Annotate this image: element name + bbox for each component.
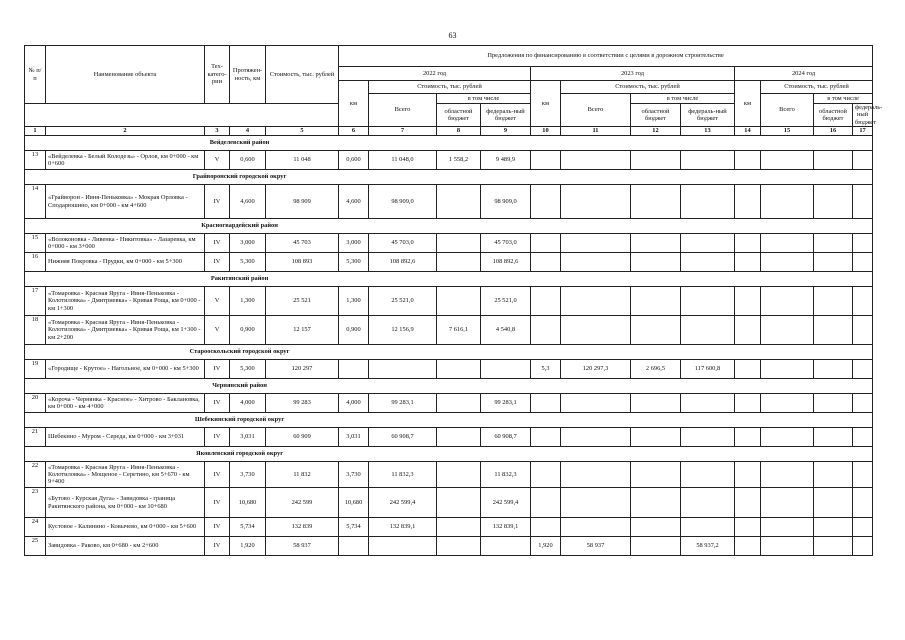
header-federal-2024: федераль-ный бюджет [853,104,873,127]
road-cost: 25 521 [266,287,339,316]
federal-2024 [853,151,873,170]
regional-2023 [631,428,681,447]
road-length: 5,300 [230,253,266,272]
federal-2024 [853,316,873,345]
regional-2024 [814,287,853,316]
federal-2023 [681,151,735,170]
road-cost: 11 048 [266,151,339,170]
road-category: IV [205,462,230,488]
district-row [25,136,873,151]
column-index-cell: 16 [814,127,853,136]
road-name: «Томаровка - Красная Яруга - Ивня-Пеньковка - Колотиловка» - Мощеное - Серетино, км 5+670 - км 9+400 [46,462,205,488]
header-regional-2022: областной бюджет [437,104,481,127]
road-name: «Томаровка - Красная Яруга - Ивня-Пеньковка - Колотиловка» - Дмитриевка» - Кривая Роща, км 0+000 - км 1+300 [46,287,205,316]
km-2024 [735,360,761,379]
km-2022: 0,900 [339,316,369,345]
table-row [25,234,873,253]
federal-2024 [853,253,873,272]
column-index-cell: 13 [681,127,735,136]
road-length: 3,031 [230,428,266,447]
regional-2022 [437,394,481,413]
row-number: 18 [25,316,46,345]
road-cost: 60 909 [266,428,339,447]
km-2022: 3,730 [339,462,369,488]
regional-2022 [437,488,481,518]
district-name: Шебекинский городской округ [25,413,873,428]
federal-2024 [853,287,873,316]
road-name: «Волоконовка - Ливенка - Никитовка» - Лазаревка, км 0+000 - км 3+000 [46,234,205,253]
regional-2023 [631,151,681,170]
road-length: 0,600 [230,151,266,170]
regional-2022 [437,234,481,253]
table-row [25,185,873,219]
header-category: Тех-катего-рии [205,46,230,104]
header-year-2024: 2024 год [735,67,873,81]
federal-2023 [681,253,735,272]
total-2023: 120 297,3 [561,360,631,379]
road-category: IV [205,537,230,556]
road-cost: 11 832 [266,462,339,488]
header-total-2024: Всего [761,94,814,127]
road-cost: 12 157 [266,316,339,345]
regional-2022 [437,428,481,447]
federal-2023 [681,488,735,518]
header-km-2022: км [339,81,369,127]
page-number: 63 [448,31,457,40]
header-cost-2023: Стоимость, тыс. рублей [561,81,735,94]
total-2022: 242 599,4 [369,488,437,518]
km-2024 [735,253,761,272]
km-2022: 5,734 [339,518,369,537]
km-2024 [735,488,761,518]
row-number: 23 [25,488,46,518]
road-name: Кустовое - Калинино - Ковычево, км 0+000 - км 5+600 [46,518,205,537]
federal-2022: 25 521,0 [481,287,531,316]
table-row [25,360,873,379]
table-row [25,537,873,556]
road-category: IV [205,234,230,253]
road-length: 10,680 [230,488,266,518]
km-2024 [735,316,761,345]
federal-2022 [481,537,531,556]
district-name: Грайворонский городской округ [25,170,873,185]
regional-2023 [631,394,681,413]
km-2023 [531,462,561,488]
road-category: IV [205,185,230,219]
km-2024 [735,537,761,556]
road-name: Шебекино - Муром - Середа, км 0+000 - км 3+031 [46,428,205,447]
header-cost-2022: Стоимость, тыс. рублей [369,81,531,94]
row-number: 22 [25,462,46,488]
regional-2024 [814,537,853,556]
total-2024 [761,316,814,345]
federal-2024 [853,360,873,379]
total-2024 [761,394,814,413]
road-cost: 45 703 [266,234,339,253]
km-2022: 4,000 [339,394,369,413]
road-name: «Бутово - Курская Дуга» - Завидовка - граница Ракитянского района, км 0+000 - км 10+680 [46,488,205,518]
total-2024 [761,518,814,537]
column-index-cell: 5 [266,127,339,136]
district-name: Чернянский район [25,379,873,394]
federal-2022: 4 540,8 [481,316,531,345]
row-number: 13 [25,151,46,170]
header-km-2024: км [735,81,761,127]
total-2023 [561,428,631,447]
column-index-cell: 17 [853,127,873,136]
federal-2022: 60 908,7 [481,428,531,447]
federal-2024 [853,462,873,488]
federal-2023 [681,428,735,447]
federal-2023: 58 937,2 [681,537,735,556]
total-2022: 11 048,0 [369,151,437,170]
column-index-cell: 7 [369,127,437,136]
road-length: 0,900 [230,316,266,345]
total-2024 [761,151,814,170]
header-length: Протяжен-ность, км [230,46,266,104]
district-row [25,170,873,185]
road-length: 4,000 [230,394,266,413]
federal-2024 [853,234,873,253]
federal-2022: 11 832,3 [481,462,531,488]
header-cost-2024: Стоимость, тыс. рублей [761,81,873,94]
row-number: 21 [25,428,46,447]
regional-2022 [437,518,481,537]
header-year-2022: 2022 год [339,67,531,81]
column-index-cell: 12 [631,127,681,136]
federal-2023 [681,316,735,345]
total-2023 [561,253,631,272]
regional-2022 [437,537,481,556]
total-2022: 108 892,6 [369,253,437,272]
table-row [25,151,873,170]
total-2022 [369,537,437,556]
road-name: Нижняя Покровка - Прудки, км 0+000 - км 5+300 [46,253,205,272]
total-2023: 58 937 [561,537,631,556]
regional-2022 [437,462,481,488]
column-index-cell: 14 [735,127,761,136]
federal-2024 [853,428,873,447]
total-2024 [761,287,814,316]
federal-2022: 242 599,4 [481,488,531,518]
table-row [25,488,873,518]
column-index-cell: 8 [437,127,481,136]
column-index-cell: 11 [561,127,631,136]
column-index-cell: 6 [339,127,369,136]
road-name: «Городище - Крутое» - Нагольное, км 0+000 - км 5+300 [46,360,205,379]
column-index-cell: 15 [761,127,814,136]
regional-2024 [814,185,853,219]
km-2022: 3,031 [339,428,369,447]
row-number: 15 [25,234,46,253]
km-2022: 10,680 [339,488,369,518]
regional-2022: 7 616,1 [437,316,481,345]
federal-2022: 45 703,0 [481,234,531,253]
road-length: 3,730 [230,462,266,488]
regional-2024 [814,253,853,272]
road-cost: 120 297 [266,360,339,379]
regional-2022 [437,287,481,316]
district-row [25,413,873,428]
regional-2024 [814,518,853,537]
km-2023 [531,316,561,345]
regional-2023 [631,537,681,556]
regional-2023 [631,462,681,488]
road-cost: 98 909 [266,185,339,219]
header-spacer [25,104,339,127]
km-2024 [735,151,761,170]
total-2022: 45 703,0 [369,234,437,253]
road-category: IV [205,488,230,518]
road-length: 1,300 [230,287,266,316]
column-index-cell: 1 [25,127,46,136]
federal-2023 [681,287,735,316]
total-2024 [761,253,814,272]
road-length: 5,300 [230,360,266,379]
header-regional-2024: областной бюджет [814,104,853,127]
district-row [25,272,873,287]
km-2024 [735,428,761,447]
regional-2024 [814,488,853,518]
km-2023 [531,234,561,253]
km-2022 [339,537,369,556]
row-number: 17 [25,287,46,316]
table-row [25,428,873,447]
km-2022: 3,000 [339,234,369,253]
table-body [25,136,873,556]
total-2022 [369,360,437,379]
header-group-title: Предложения по финансированию в соответствии с целями в дорожном строительстве [339,46,873,67]
row-number: 25 [25,537,46,556]
table-row [25,518,873,537]
road-category: IV [205,394,230,413]
column-index-cell: 9 [481,127,531,136]
road-category: V [205,316,230,345]
total-2023 [561,287,631,316]
regional-2022 [437,253,481,272]
row-number: 14 [25,185,46,219]
regional-2022 [437,185,481,219]
total-2023 [561,316,631,345]
federal-2022: 108 892,6 [481,253,531,272]
column-index-cell: 10 [531,127,561,136]
header-regional-2023: областной бюджет [631,104,681,127]
road-cost: 132 839 [266,518,339,537]
km-2023 [531,253,561,272]
road-category: IV [205,428,230,447]
federal-2022: 98 909,0 [481,185,531,219]
header-total-2022: Всего [369,94,437,127]
district-row [25,219,873,234]
federal-2023 [681,234,735,253]
header-incl-2024: в том числе [814,94,873,104]
km-2022: 5,300 [339,253,369,272]
total-2024 [761,185,814,219]
km-2022: 4,600 [339,185,369,219]
district-row [25,379,873,394]
road-name: «Грайворон - Ивня-Пеньковка» - Мокрая Орловка - Сподарюшино, км 0+000 - км 4+600 [46,185,205,219]
regional-2023 [631,185,681,219]
header-incl-2022: в том числе [437,94,531,104]
district-name: Старооскольский городской округ [25,345,873,360]
total-2022: 132 839,1 [369,518,437,537]
total-2024 [761,462,814,488]
regional-2023 [631,488,681,518]
regional-2023 [631,253,681,272]
header-km-2023: км [531,81,561,127]
federal-2024 [853,518,873,537]
total-2023 [561,488,631,518]
regional-2024 [814,360,853,379]
road-name: «Короча - Чернянка - Красное» - Хитрово - Баклановка, км 0+000 - км 4+000 [46,394,205,413]
header-federal-2022: федераль-ный бюджет [481,104,531,127]
regional-2024 [814,316,853,345]
header-incl-2023: в том числе [631,94,735,104]
district-name: Вейделевский район [25,136,873,151]
regional-2023 [631,287,681,316]
km-2024 [735,462,761,488]
km-2024 [735,185,761,219]
federal-2023 [681,518,735,537]
federal-2022: 132 839,1 [481,518,531,537]
header-cost: Стоимость, тыс. рублей [266,46,339,104]
total-2022: 12 156,9 [369,316,437,345]
district-row [25,345,873,360]
km-2024 [735,518,761,537]
road-name: Завидовка - Раково, км 0+680 - км 2+600 [46,537,205,556]
row-number: 24 [25,518,46,537]
total-2023 [561,518,631,537]
table-row [25,253,873,272]
column-index-cell: 4 [230,127,266,136]
total-2023 [561,394,631,413]
column-index-cell: 2 [46,127,205,136]
table-row [25,394,873,413]
road-name: «Томаровка - Красная Яруга - Ивня-Пеньковка - Колотиловка» - Дмитриевка» - Кривая Роща, км 1+300 - км 2+200 [46,316,205,345]
road-name: «Вейделевка - Белый Колодезь» - Орлов, км 0+000 - км 0+600 [46,151,205,170]
km-2024 [735,287,761,316]
regional-2023 [631,518,681,537]
total-2024 [761,488,814,518]
federal-2024 [853,488,873,518]
regional-2023: 2 696,5 [631,360,681,379]
federal-2023 [681,462,735,488]
federal-2024 [853,394,873,413]
km-2024 [735,394,761,413]
total-2022: 99 283,1 [369,394,437,413]
total-2022: 25 521,0 [369,287,437,316]
km-2022: 0,600 [339,151,369,170]
total-2023 [561,462,631,488]
district-row [25,447,873,462]
total-2024 [761,234,814,253]
district-name: Ракитянский район [25,272,873,287]
row-number: 20 [25,394,46,413]
regional-2024 [814,151,853,170]
road-cost: 242 599 [266,488,339,518]
regional-2024 [814,428,853,447]
km-2024 [735,234,761,253]
row-number: 19 [25,360,46,379]
km-2023: 5,3 [531,360,561,379]
table-row [25,316,873,345]
road-category: IV [205,518,230,537]
federal-2024 [853,537,873,556]
federal-2023 [681,185,735,219]
km-2023 [531,518,561,537]
regional-2023 [631,234,681,253]
road-category: V [205,287,230,316]
road-length: 1,920 [230,537,266,556]
total-2023 [561,151,631,170]
federal-2023 [681,394,735,413]
total-2024 [761,537,814,556]
header-federal-2023: федераль-ный бюджет [681,104,735,127]
regional-2024 [814,234,853,253]
km-2023: 1,920 [531,537,561,556]
regional-2024 [814,462,853,488]
regional-2024 [814,394,853,413]
total-2022: 60 908,7 [369,428,437,447]
road-length: 4,600 [230,185,266,219]
column-index-row [25,127,873,136]
km-2023 [531,151,561,170]
header-name: Наименование объекта [46,46,205,104]
total-2022: 98 909,0 [369,185,437,219]
road-category: IV [205,253,230,272]
federal-2022 [481,360,531,379]
header-year-2023: 2023 год [531,67,735,81]
total-2023 [561,185,631,219]
total-2023 [561,234,631,253]
district-name: Красногвардейский район [25,219,873,234]
road-category: V [205,151,230,170]
road-financing-table [24,45,883,556]
km-2023 [531,394,561,413]
total-2024 [761,360,814,379]
km-2023 [531,287,561,316]
federal-2022: 99 283,1 [481,394,531,413]
road-cost: 58 937 [266,537,339,556]
header-num: № п/п [25,46,46,104]
table-row [25,287,873,316]
regional-2022: 1 558,2 [437,151,481,170]
federal-2023: 117 600,8 [681,360,735,379]
road-cost: 108 893 [266,253,339,272]
road-length: 5,734 [230,518,266,537]
road-length: 3,000 [230,234,266,253]
total-2024 [761,428,814,447]
road-cost: 99 283 [266,394,339,413]
regional-2022 [437,360,481,379]
km-2023 [531,428,561,447]
km-2022 [339,360,369,379]
table-row [25,462,873,488]
row-number: 16 [25,253,46,272]
federal-2024 [853,185,873,219]
km-2023 [531,185,561,219]
column-index-cell: 3 [205,127,230,136]
road-category: IV [205,360,230,379]
header-total-2023: Всего [561,94,631,127]
km-2023 [531,488,561,518]
district-name: Яковлевский городской округ [25,447,873,462]
federal-2022: 9 489,9 [481,151,531,170]
total-2022: 11 832,3 [369,462,437,488]
km-2022: 1,300 [339,287,369,316]
regional-2023 [631,316,681,345]
